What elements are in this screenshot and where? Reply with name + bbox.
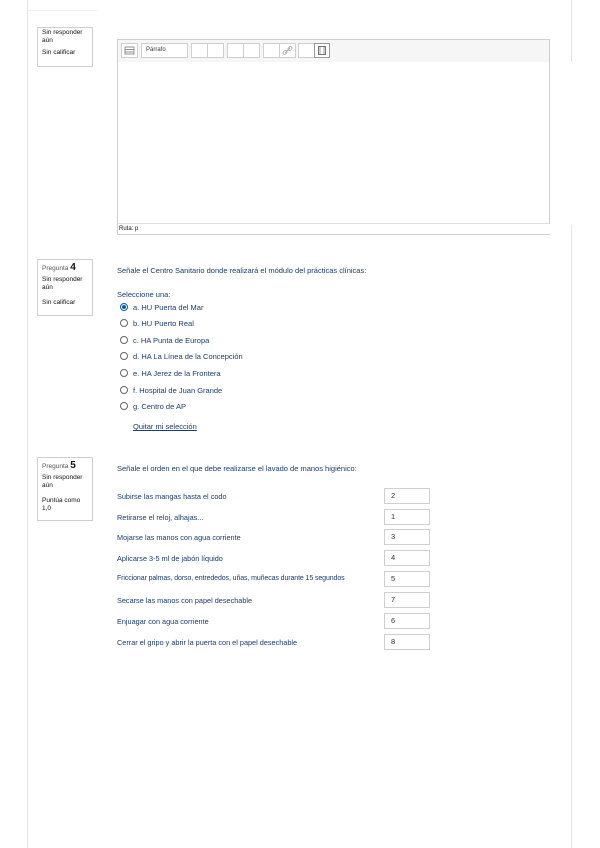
media-button[interactable]	[314, 43, 330, 58]
order-row-label: Cerrar el gripo y abrir la puerta con el papel desechable	[117, 638, 298, 647]
unordered-list-button[interactable]	[227, 43, 244, 58]
image-button[interactable]	[298, 43, 315, 58]
question4-label: Pregunta	[42, 265, 69, 272]
question4-option[interactable]	[120, 303, 203, 313]
question4-grade: Sin calificar	[42, 299, 76, 306]
question4-status: Sin responder aún	[42, 276, 83, 291]
question4-option[interactable]	[120, 336, 209, 346]
question5-info	[37, 457, 93, 521]
unlink-icon	[280, 44, 295, 57]
option-label: g. Centro de AP	[133, 402, 186, 411]
toolbar-toggle-icon	[122, 44, 137, 57]
question4-option[interactable]	[120, 402, 186, 412]
question5-text: Señale el orden en el que debe realizarse el lavado de manos higiénico:	[117, 464, 357, 473]
radio[interactable]	[120, 336, 128, 344]
question3-info	[37, 27, 93, 67]
question5-number: 5	[70, 460, 76, 471]
question3-status: Sin responder aún	[42, 29, 83, 44]
radio[interactable]	[120, 386, 128, 394]
toolbar-toggle-button[interactable]	[121, 43, 138, 58]
link-button[interactable]	[263, 43, 280, 58]
format-select-value: Párrafo	[146, 47, 166, 53]
content-right-border-bottom	[571, 225, 572, 848]
order-row-label: Mojarse las manos con agua corriente	[117, 533, 241, 542]
clear-selection-link[interactable]: Quitar mi selección	[133, 422, 197, 431]
order-input[interactable]: 8	[384, 634, 430, 650]
order-row-label: Friccionar palmas, dorso, entrededos, uñas, muñecas durante 15 segundos	[117, 575, 345, 582]
top-divider	[27, 10, 97, 11]
content-right-border-top	[571, 0, 572, 62]
answer-editor	[117, 39, 550, 235]
question5-grade: Puntúa como 1,0	[42, 497, 81, 512]
bold-button[interactable]	[191, 43, 208, 58]
media-icon	[315, 44, 329, 57]
option-label: d. HA La Línea de la Concepción	[133, 352, 243, 361]
question4-option[interactable]	[120, 352, 243, 362]
question4-option[interactable]	[120, 369, 221, 379]
radio[interactable]	[120, 402, 128, 410]
order-input[interactable]: 6	[384, 613, 430, 629]
option-label: b. HU Puerto Real	[133, 319, 194, 328]
order-input[interactable]: 2	[384, 488, 430, 504]
order-row-label: Secarse las manos con papel desechable	[117, 596, 253, 605]
option-label: e. HA Jerez de la Frontera	[133, 369, 221, 378]
order-row-label: Enjuagar con agua corriente	[117, 617, 209, 626]
order-input[interactable]: 3	[384, 529, 430, 545]
question5-label: Pregunta	[42, 463, 69, 470]
question4-number: 4	[70, 262, 76, 273]
question4-option[interactable]	[120, 386, 222, 396]
italic-button[interactable]	[207, 43, 224, 58]
radio-selected[interactable]	[120, 303, 128, 311]
radio[interactable]	[120, 352, 128, 360]
option-label: a. HU Puerta del Mar	[133, 303, 204, 312]
question5-status: Sin responder aún	[42, 474, 83, 489]
option-label: f. Hospital de Juan Grande	[133, 386, 223, 395]
question4-info	[37, 259, 93, 316]
question5-heading	[42, 462, 88, 471]
editor-path-label: Ruta: p	[119, 226, 139, 232]
unlink-button[interactable]	[279, 43, 296, 58]
editor-path-bar	[118, 223, 550, 234]
question4-option[interactable]	[120, 319, 194, 329]
option-label: c. HA Punta de Europa	[133, 336, 210, 345]
order-input[interactable]: 4	[384, 550, 430, 566]
order-row-label: Retirarse el reloj, alhajas...	[117, 513, 204, 522]
order-input[interactable]: 5	[384, 571, 430, 587]
editor-toolbar	[118, 40, 549, 63]
order-input[interactable]: 7	[384, 592, 430, 608]
question3-grade: Sin calificar	[42, 49, 76, 56]
radio[interactable]	[120, 319, 128, 327]
editor-text-area[interactable]	[118, 62, 549, 224]
format-select[interactable]	[141, 43, 188, 58]
order-input[interactable]: 1	[384, 509, 430, 525]
ordered-list-button[interactable]	[243, 43, 260, 58]
question4-heading	[42, 264, 88, 273]
radio[interactable]	[120, 369, 128, 377]
question4-prompt: Seleccione una:	[117, 290, 171, 299]
order-row-label: Aplicarse 3-5 ml de jabón líquido	[117, 554, 223, 563]
content-left-border	[27, 0, 28, 848]
question4-text: Señale el Centro Sanitario donde realizará el módulo del prácticas clínicas:	[117, 266, 367, 275]
order-row-label: Subirse las mangas hasta el codo	[117, 492, 227, 501]
